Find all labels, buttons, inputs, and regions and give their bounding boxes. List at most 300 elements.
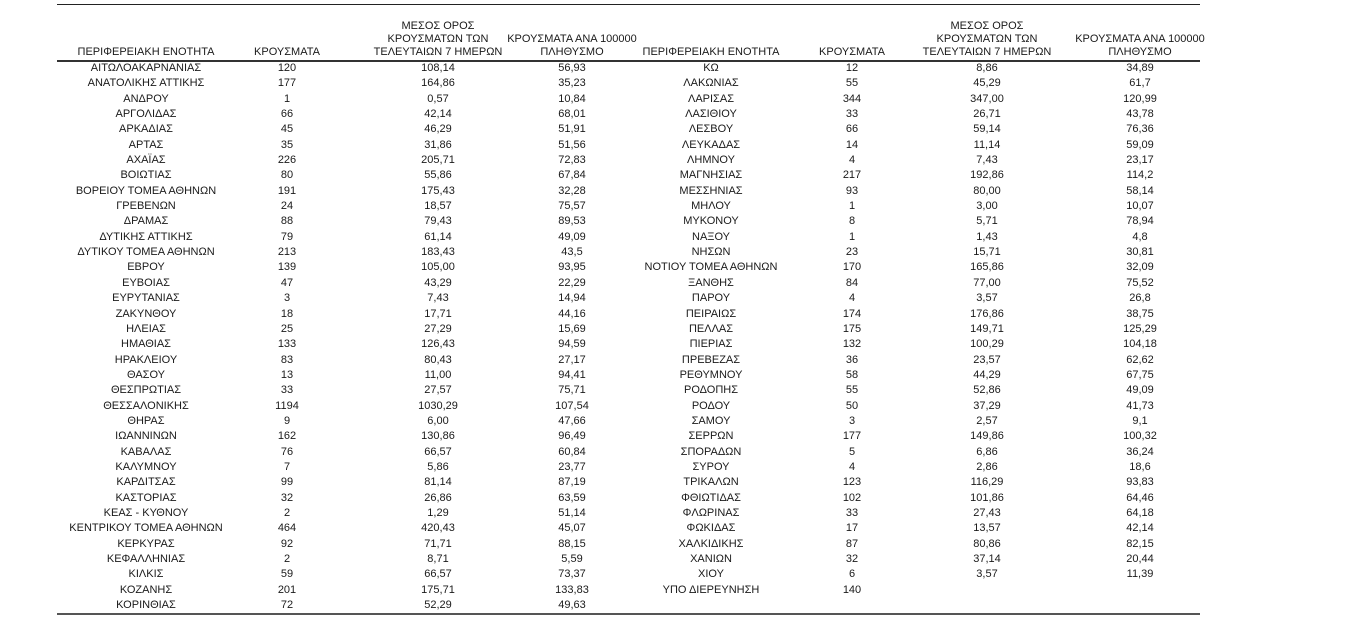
cases-cell: 140 <box>842 583 862 596</box>
region-cell: ΞΑΝΘΗΣ <box>688 276 734 289</box>
header-cases-label: ΚΡΟΥΣΜΑΤΑ <box>819 46 885 58</box>
cases-cell: 45 <box>280 123 294 136</box>
per100k-cell: 68,01 <box>558 108 586 121</box>
avg7-cell: 52,86 <box>973 384 1001 397</box>
avg7-cell: 1,29 <box>427 506 449 519</box>
region-cell: ΑΝΑΤΟΛΙΚΗΣ ΑΤΤΙΚΗΣ <box>87 77 205 90</box>
per100k-cell: 64,46 <box>1126 491 1154 504</box>
avg7-cell: 101,86 <box>970 491 1004 504</box>
region-cell: ΠΑΡΟΥ <box>691 292 731 305</box>
region-cell: ΑΡΓΟΛΙΔΑΣ <box>115 108 177 121</box>
header-avg-line: ΤΕΛΕΥΤΑΙΩΝ 7 ΗΜΕΡΩΝ <box>373 46 503 58</box>
cases-cell: 226 <box>277 154 297 167</box>
avg7-cell: 0,57 <box>427 92 449 105</box>
per100k-cell: 60,84 <box>558 445 586 458</box>
avg7-cell: 175,71 <box>421 583 455 596</box>
cases-cell: 66 <box>280 108 294 121</box>
region-cell: ΡΕΘΥΜΝΟΥ <box>679 368 743 381</box>
per100k-cell: 78,94 <box>1126 215 1154 228</box>
region-cell: ΛΑΚΩΝΙΑΣ <box>683 77 739 90</box>
per100k-cell: 67,84 <box>558 169 586 182</box>
region-cell: ΝΟΤΙΟΥ ΤΟΜΕΑ ΑΘΗΝΩΝ <box>644 261 778 274</box>
per100k-cell: 89,53 <box>558 215 586 228</box>
region-cell: ΚΕΡΚΥΡΑΣ <box>117 537 175 550</box>
region-cell: ΜΕΣΣΗΝΙΑΣ <box>679 184 743 197</box>
per100k-cell: 51,56 <box>558 138 586 151</box>
avg7-cell: 26,86 <box>424 491 452 504</box>
per100k-cell: 18,6 <box>1129 460 1151 473</box>
avg7-cell: 6,86 <box>976 445 998 458</box>
header-7day-average <box>368 20 508 59</box>
avg7-cell: 6,00 <box>427 414 449 427</box>
cases-cell: 133 <box>277 338 297 351</box>
cases-cell: 12 <box>845 62 859 74</box>
cases-cell: 123 <box>842 476 862 489</box>
region-cell: ΥΠΟ ΔΙΕΡΕΥΝΗΣΗ <box>662 583 760 596</box>
cases-cell: 162 <box>277 430 297 443</box>
per100k-cell: 32,09 <box>1126 261 1154 274</box>
avg7-cell: 7,43 <box>976 154 998 167</box>
per100k-cell: 42,14 <box>1126 522 1154 535</box>
region-cell: ΘΕΣΣΑΛΟΝΙΚΗΣ <box>103 399 189 412</box>
cases-cell: 14 <box>845 138 859 151</box>
per100k-cell: 26,8 <box>1129 292 1151 305</box>
header-region <box>57 46 235 59</box>
per100k-cell: 23,17 <box>1126 154 1154 167</box>
cases-cell: 1194 <box>275 399 299 412</box>
region-cell: ΡΟΔΟΥ <box>691 399 731 412</box>
cases-cell: 3 <box>848 414 856 427</box>
cases-cell: 132 <box>842 338 862 351</box>
per100k-cell: 94,41 <box>558 368 586 381</box>
cases-cell: 93 <box>845 184 859 197</box>
header-region-label: ΠΕΡΙΦΕΡΕΙΑΚΗ ΕΝΟΤΗΤΑ <box>642 46 780 58</box>
cases-cell: 9 <box>283 414 291 427</box>
per100k-cell: 49,09 <box>558 230 586 243</box>
avg7-cell: 1,43 <box>976 230 998 243</box>
header-avg-line: ΜΕΣΟΣ ΟΡΟΣ <box>950 20 1024 32</box>
cases-cell: 88 <box>280 215 294 228</box>
per100k-cell: 47,66 <box>558 414 586 427</box>
avg7-cell: 175,43 <box>421 184 455 197</box>
region-cell: ΓΡΕΒΕΝΩΝ <box>116 200 176 213</box>
avg7-cell: 59,14 <box>973 123 1001 136</box>
cases-cell: 344 <box>842 92 862 105</box>
per100k-cell: 27,17 <box>558 353 586 366</box>
per100k-cell: 114,2 <box>1126 169 1154 182</box>
per100k-cell: 120,99 <box>1123 92 1157 105</box>
avg7-cell: 55,86 <box>424 169 452 182</box>
per100k-cell: 41,73 <box>1126 399 1154 412</box>
avg7-cell: 27,43 <box>973 506 1001 519</box>
per100k-cell: 30,81 <box>1126 246 1154 259</box>
region-cell: ΔΥΤΙΚΟΥ ΤΟΜΕΑ ΑΘΗΝΩΝ <box>77 246 215 259</box>
region-cell: ΖΑΚΥΝΘΟΥ <box>115 307 177 320</box>
avg7-cell: 149,86 <box>970 430 1004 443</box>
header-avg-line: ΤΕΛΕΥΤΑΙΩΝ 7 ΗΜΕΡΩΝ <box>922 46 1052 58</box>
region-cell: ΑΙΤΩΛΟΑΚΑΡΝΑΝΙΑΣ <box>90 62 202 74</box>
region-cell: ΒΟΡΕΙΟΥ ΤΟΜΕΑ ΑΘΗΝΩΝ <box>75 184 217 197</box>
cases-cell: 201 <box>277 583 297 596</box>
per100k-cell: 10,84 <box>558 92 586 105</box>
region-cell: ΧΙΟΥ <box>698 568 724 581</box>
cases-cell: 99 <box>280 476 294 489</box>
region-cell: ΗΜΑΘΙΑΣ <box>121 338 171 351</box>
header-per-100k <box>497 33 647 59</box>
cases-cell: 5 <box>848 445 856 458</box>
region-cell: ΠΡΕΒΕΖΑΣ <box>681 353 741 366</box>
cases-cell: 87 <box>845 537 859 550</box>
avg7-cell: 66,57 <box>424 445 452 458</box>
avg7-cell: 183,43 <box>421 246 455 259</box>
per100k-cell: 38,75 <box>1126 307 1154 320</box>
region-cell: ΝΗΣΩΝ <box>691 246 731 259</box>
cases-cell: 120 <box>277 62 297 74</box>
region-cell: ΑΡΤΑΣ <box>128 138 164 151</box>
cases-cell: 23 <box>845 246 859 259</box>
per100k-cell: 94,59 <box>558 338 586 351</box>
region-cell: ΦΛΩΡΙΝΑΣ <box>682 506 740 519</box>
cases-cell: 2 <box>283 506 291 519</box>
table-top-rule <box>57 4 1200 5</box>
avg7-cell: 3,00 <box>976 200 998 213</box>
avg7-cell: 52,29 <box>424 599 452 612</box>
per100k-cell: 9,1 <box>1132 414 1148 427</box>
region-cell: ΣΕΡΡΩΝ <box>688 430 734 443</box>
avg7-cell: 66,57 <box>424 568 452 581</box>
cases-cell: 1 <box>283 92 291 105</box>
avg7-cell: 3,57 <box>976 292 998 305</box>
region-cell: ΦΩΚΙΔΑΣ <box>686 522 736 535</box>
region-cell: ΗΡΑΚΛΕΙΟΥ <box>114 353 178 366</box>
region-cell: ΧΑΛΚΙΔΙΚΗΣ <box>678 537 744 550</box>
region-cell: ΤΡΙΚΑΛΩΝ <box>683 476 739 489</box>
per100k-cell: 100,32 <box>1123 430 1157 443</box>
cases-cell: 59 <box>280 568 294 581</box>
region-cell: ΘΑΣΟΥ <box>126 368 166 381</box>
region-cell: ΑΝΔΡΟΥ <box>123 92 169 105</box>
per100k-cell: 36,24 <box>1126 445 1154 458</box>
cases-cell: 55 <box>845 384 859 397</box>
cases-cell: 8 <box>848 215 856 228</box>
region-cell: ΛΑΡΙΣΑΣ <box>687 92 734 105</box>
avg7-cell: 205,71 <box>421 154 455 167</box>
avg7-cell: 42,14 <box>424 108 452 121</box>
per100k-cell: 93,83 <box>1126 476 1154 489</box>
per100k-cell: 59,09 <box>1126 138 1154 151</box>
per100k-cell: 96,49 <box>558 430 586 443</box>
avg7-cell: 44,29 <box>973 368 1001 381</box>
per100k-cell: 93,95 <box>558 261 586 274</box>
cases-cell: 32 <box>845 553 859 565</box>
per100k-cell: 64,18 <box>1126 506 1154 519</box>
cases-cell: 83 <box>280 353 294 366</box>
region-cell: ΣΑΜΟΥ <box>691 414 731 427</box>
per100k-cell: 45,07 <box>558 522 586 535</box>
cases-cell: 32 <box>280 491 294 504</box>
cases-cell: 55 <box>845 77 859 90</box>
avg7-cell: 77,00 <box>973 276 1001 289</box>
avg7-cell: 37,14 <box>973 553 1001 565</box>
per100k-cell: 44,16 <box>558 307 586 320</box>
region-cell: ΚΕΑΣ - ΚΥΘΝΟΥ <box>103 506 189 519</box>
per100k-cell: 61,7 <box>1129 77 1151 90</box>
avg7-cell: 46,29 <box>424 123 452 136</box>
per100k-cell: 133,83 <box>555 583 589 596</box>
avg7-cell: 37,29 <box>973 399 1001 412</box>
region-cell: ΡΟΔΟΠΗΣ <box>683 384 739 397</box>
avg7-cell: 2,57 <box>976 414 998 427</box>
per100k-cell: 14,94 <box>558 292 586 305</box>
header-per-100k <box>1065 33 1215 59</box>
avg7-cell: 149,71 <box>970 322 1004 335</box>
cases-cell: 50 <box>845 399 859 412</box>
per100k-cell: 107,54 <box>555 399 589 412</box>
per100k-cell: 76,36 <box>1126 123 1154 136</box>
avg7-cell: 31,86 <box>424 138 452 151</box>
per100k-cell: 73,37 <box>558 568 586 581</box>
cases-cell: 4 <box>848 154 856 167</box>
avg7-cell: 8,71 <box>427 553 449 565</box>
region-cell: ΚΟΖΑΝΗΣ <box>119 583 173 596</box>
cases-cell: 36 <box>845 353 859 366</box>
header-region <box>632 46 790 59</box>
region-cell: ΒΟΙΩΤΙΑΣ <box>120 169 172 182</box>
cases-cell: 2 <box>283 553 291 565</box>
cases-cell: 72 <box>280 599 294 612</box>
table-bottom-rule <box>57 613 1200 615</box>
avg7-cell: 15,71 <box>973 246 1001 259</box>
cases-cell: 217 <box>842 169 862 182</box>
region-cell: ΛΕΥΚΑΔΑΣ <box>681 138 741 151</box>
cases-cell: 84 <box>845 276 859 289</box>
cases-cell: 33 <box>845 108 859 121</box>
per100k-cell: 56,93 <box>558 62 586 74</box>
header-avg-line: ΜΕΣΟΣ ΟΡΟΣ <box>401 20 475 32</box>
per100k-cell: 4,8 <box>1132 230 1148 243</box>
per100k-cell: 63,59 <box>558 491 586 504</box>
cases-cell: 177 <box>842 430 862 443</box>
cases-cell: 58 <box>845 368 859 381</box>
per100k-cell: 75,57 <box>558 200 586 213</box>
per100k-cell: 5,59 <box>561 553 583 565</box>
cases-cell: 79 <box>280 230 294 243</box>
avg7-cell: 80,00 <box>973 184 1001 197</box>
per100k-cell: 67,75 <box>1126 368 1154 381</box>
cases-cell: 102 <box>842 491 862 504</box>
avg7-cell: 420,43 <box>421 522 455 535</box>
avg7-cell: 100,29 <box>970 338 1004 351</box>
cases-cell: 25 <box>280 322 294 335</box>
region-cell: ΠΙΕΡΙΑΣ <box>689 338 733 351</box>
per100k-cell: 32,28 <box>558 184 586 197</box>
per100k-cell: 104,18 <box>1123 338 1157 351</box>
header-cases-label: ΚΡΟΥΣΜΑΤΑ <box>254 46 320 58</box>
region-cell: ΠΕΙΡΑΙΩΣ <box>685 307 737 320</box>
region-cell: ΚΑΛΥΜΝΟΥ <box>115 460 177 473</box>
per100k-cell: 75,71 <box>558 384 586 397</box>
per100k-cell: 10,07 <box>1126 200 1154 213</box>
cases-cell: 7 <box>283 460 291 473</box>
header-7day-average <box>917 20 1057 59</box>
region-cell: ΑΧΑΪΑΣ <box>126 154 166 167</box>
per100k-cell: 43,5 <box>561 246 583 259</box>
per100k-cell: 34,89 <box>1126 62 1154 74</box>
cases-cell: 35 <box>280 138 294 151</box>
cases-cell: 13 <box>280 368 294 381</box>
avg7-cell: 8,86 <box>976 62 998 74</box>
avg7-cell: 165,86 <box>970 261 1004 274</box>
avg7-cell: 1030,29 <box>418 399 458 412</box>
per100k-cell: 51,91 <box>558 123 586 136</box>
per100k-cell: 11,39 <box>1126 568 1154 581</box>
per100k-cell: 43,78 <box>1126 108 1154 121</box>
avg7-cell: 7,43 <box>427 292 449 305</box>
avg7-cell: 164,86 <box>421 77 455 90</box>
region-cell: ΕΥΡΥΤΑΝΙΑΣ <box>112 292 180 305</box>
cases-cell: 175 <box>842 322 862 335</box>
header-region-label: ΠΕΡΙΦΕΡΕΙΑΚΗ ΕΝΟΤΗΤΑ <box>77 46 215 58</box>
region-cell: ΔΥΤΙΚΗΣ ΑΤΤΙΚΗΣ <box>99 230 193 243</box>
region-cell: ΦΘΙΩΤΙΔΑΣ <box>681 491 741 504</box>
avg7-cell: 80,86 <box>973 537 1001 550</box>
region-cell: ΔΡΑΜΑΣ <box>123 215 169 228</box>
avg7-cell: 105,00 <box>421 261 455 274</box>
avg7-cell: 11,14 <box>973 138 1001 151</box>
cases-cell: 1 <box>848 230 856 243</box>
region-cell: ΣΥΡΟΥ <box>692 460 730 473</box>
region-cell: ΕΥΒΟΙΑΣ <box>122 276 170 289</box>
region-cell: ΛΑΣΙΘΙΟΥ <box>685 108 737 121</box>
region-cell: ΕΒΡΟΥ <box>127 261 165 274</box>
cases-cell: 4 <box>848 460 856 473</box>
region-cell: ΠΕΛΛΑΣ <box>688 322 734 335</box>
region-cell: ΚΙΛΚΙΣ <box>128 568 164 581</box>
header-cases <box>237 46 337 59</box>
per100k-cell: 72,83 <box>558 154 586 167</box>
per100k-cell: 125,29 <box>1123 322 1157 335</box>
avg7-cell: 2,86 <box>976 460 998 473</box>
per100k-cell: 20,44 <box>1126 553 1154 565</box>
region-cell: ΚΑΒΑΛΑΣ <box>120 445 172 458</box>
avg7-cell: 116,29 <box>970 476 1004 489</box>
avg7-cell: 108,14 <box>421 62 455 74</box>
avg7-cell: 27,29 <box>424 322 452 335</box>
avg7-cell: 176,86 <box>970 307 1004 320</box>
per100k-cell: 82,15 <box>1126 537 1154 550</box>
avg7-cell: 17,71 <box>424 307 452 320</box>
cases-cell: 174 <box>842 307 862 320</box>
region-cell: ΚΕΦΑΛΛΗΝΙΑΣ <box>106 553 186 565</box>
per100k-cell: 49,63 <box>558 599 586 612</box>
avg7-cell: 27,57 <box>424 384 452 397</box>
cases-cell: 66 <box>845 123 859 136</box>
cases-cell: 33 <box>845 506 859 519</box>
per100k-cell: 62,62 <box>1126 353 1154 366</box>
avg7-cell: 3,57 <box>976 568 998 581</box>
avg7-cell: 13,57 <box>973 522 1001 535</box>
cases-cell: 33 <box>280 384 294 397</box>
header-avg-line: ΚΡΟΥΣΜΑΤΩΝ ΤΩΝ <box>936 33 1038 45</box>
avg7-cell: 71,71 <box>424 537 452 550</box>
avg7-cell: 5,86 <box>427 460 449 473</box>
cases-cell: 3 <box>283 292 291 305</box>
per100k-cell: 75,52 <box>1126 276 1154 289</box>
region-cell: ΙΩΑΝΝΙΝΩΝ <box>115 430 177 443</box>
avg7-cell: 43,29 <box>424 276 452 289</box>
cases-cell: 139 <box>277 261 297 274</box>
cases-cell: 1 <box>848 200 856 213</box>
per100k-cell: 22,29 <box>558 276 586 289</box>
header-avg-line: ΚΡΟΥΣΜΑΤΩΝ ΤΩΝ <box>387 33 489 45</box>
avg7-cell: 79,43 <box>424 215 452 228</box>
cases-cell: 464 <box>277 522 297 535</box>
avg7-cell: 126,43 <box>421 338 455 351</box>
region-cell: ΚΕΝΤΡΙΚΟΥ ΤΟΜΕΑ ΑΘΗΝΩΝ <box>69 522 223 535</box>
region-cell: ΚΑΣΤΟΡΙΑΣ <box>115 491 177 504</box>
avg7-cell: 11,00 <box>424 368 452 381</box>
region-cell: ΜΑΓΝΗΣΙΑΣ <box>679 169 743 182</box>
region-cell: ΚΑΡΔΙΤΣΑΣ <box>116 476 176 489</box>
avg7-cell: 192,86 <box>970 169 1004 182</box>
avg7-cell: 26,71 <box>973 108 1001 121</box>
region-cell: ΑΡΚΑΔΙΑΣ <box>119 123 173 136</box>
cases-cell: 92 <box>280 537 294 550</box>
cases-cell: 24 <box>280 200 294 213</box>
avg7-cell: 130,86 <box>421 430 455 443</box>
cases-cell: 213 <box>277 246 297 259</box>
avg7-cell: 5,71 <box>976 215 998 228</box>
cases-cell: 76 <box>280 445 294 458</box>
cases-cell: 17 <box>845 522 859 535</box>
region-cell: ΣΠΟΡΑΔΩΝ <box>680 445 742 458</box>
region-cell: ΘΗΡΑΣ <box>127 414 165 427</box>
region-cell: ΗΛΕΙΑΣ <box>126 322 166 335</box>
cases-cell: 177 <box>277 77 297 90</box>
region-cell: ΛΕΣΒΟΥ <box>688 123 734 136</box>
avg7-cell: 23,57 <box>973 353 1001 366</box>
per100k-cell: 15,69 <box>558 322 586 335</box>
per100k-cell: 88,15 <box>558 537 586 550</box>
per100k-cell: 51,14 <box>558 506 586 519</box>
cases-cell: 18 <box>280 307 294 320</box>
cases-cell: 6 <box>848 568 856 581</box>
region-cell: ΘΕΣΠΡΩΤΙΑΣ <box>110 384 182 397</box>
region-cell: ΚΟΡΙΝΘΙΑΣ <box>116 599 176 612</box>
header-per100k-line: ΠΛΗΘΥΣΜΟ <box>1108 46 1172 58</box>
region-cell: ΜΥΚΟΝΟΥ <box>683 215 739 228</box>
region-cell: ΝΑΞΟΥ <box>692 230 730 243</box>
avg7-cell: 81,14 <box>424 476 452 489</box>
avg7-cell: 18,57 <box>424 200 452 213</box>
avg7-cell: 45,29 <box>973 77 1001 90</box>
header-cases <box>802 46 902 59</box>
region-cell: ΛΗΜΝΟΥ <box>687 154 735 167</box>
cases-cell: 191 <box>277 184 297 197</box>
per100k-cell: 23,77 <box>558 460 586 473</box>
cases-cell: 4 <box>848 292 856 305</box>
per100k-cell: 49,09 <box>1126 384 1154 397</box>
header-per100k-line: ΠΛΗΘΥΣΜΟ <box>540 46 604 58</box>
avg7-cell: 61,14 <box>424 230 452 243</box>
per100k-cell: 58,14 <box>1126 184 1154 197</box>
cases-cell: 47 <box>280 276 294 289</box>
header-per100k-line: ΚΡΟΥΣΜΑΤΑ ΑΝΑ 100000 <box>1075 33 1205 45</box>
avg7-cell: 347,00 <box>970 92 1004 105</box>
region-cell: ΜΗΛΟΥ <box>691 200 731 213</box>
cases-cell: 80 <box>280 169 294 182</box>
per100k-cell: 35,23 <box>558 77 586 90</box>
